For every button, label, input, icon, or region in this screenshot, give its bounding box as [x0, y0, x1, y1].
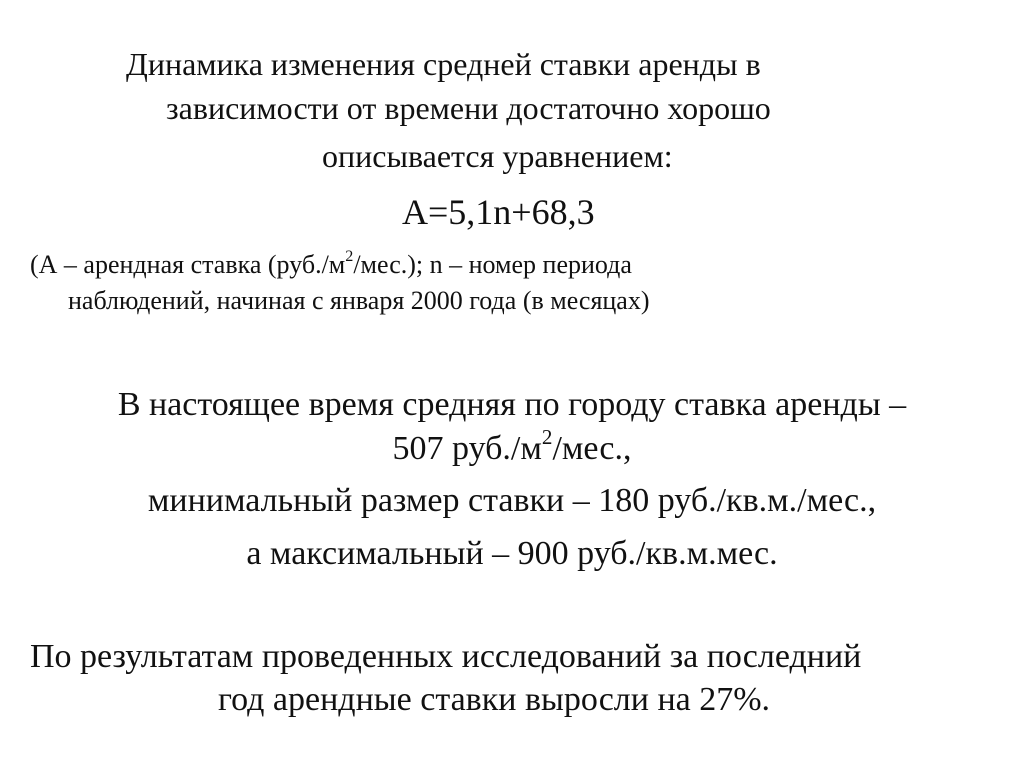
current-line-1: В настоящее время средняя по городу ставка аренды – [117, 386, 907, 423]
legend-sup: 2 [345, 247, 354, 265]
legend-line-1-start: (А – арендная ставка (руб./м [30, 250, 346, 279]
current-sup: 2 [541, 424, 553, 449]
current-line-4: а максимальный – 900 руб./кв.м.мес. [246, 535, 778, 572]
intro-line-3: описывается уравнением: [322, 138, 673, 174]
current-line-2-end: /мес., [552, 430, 632, 467]
research-line-1: По результатам проведенных исследований за последний [30, 638, 862, 675]
legend-line-1 [30, 247, 632, 279]
intro-line-2: зависимости от времени достаточно хорошо [166, 90, 771, 126]
intro-line-1: Динамика изменения средней ставки аренды в [126, 46, 761, 82]
equation: A=5,1n+68,3 [402, 192, 595, 232]
current-line-2-start: 507 руб./м [392, 430, 542, 467]
legend-line-1-end: /мес.); n – номер периода [353, 250, 632, 279]
current-line-3: минимальный размер ставки – 180 руб./кв.м./мес., [147, 482, 877, 519]
legend-line-2: наблюдений, начиная с января 2000 года (в месяцах) [68, 286, 650, 315]
research-line-2: год арендные ставки выросли на 27%. [218, 681, 771, 718]
current-line-2 [0, 424, 1024, 467]
